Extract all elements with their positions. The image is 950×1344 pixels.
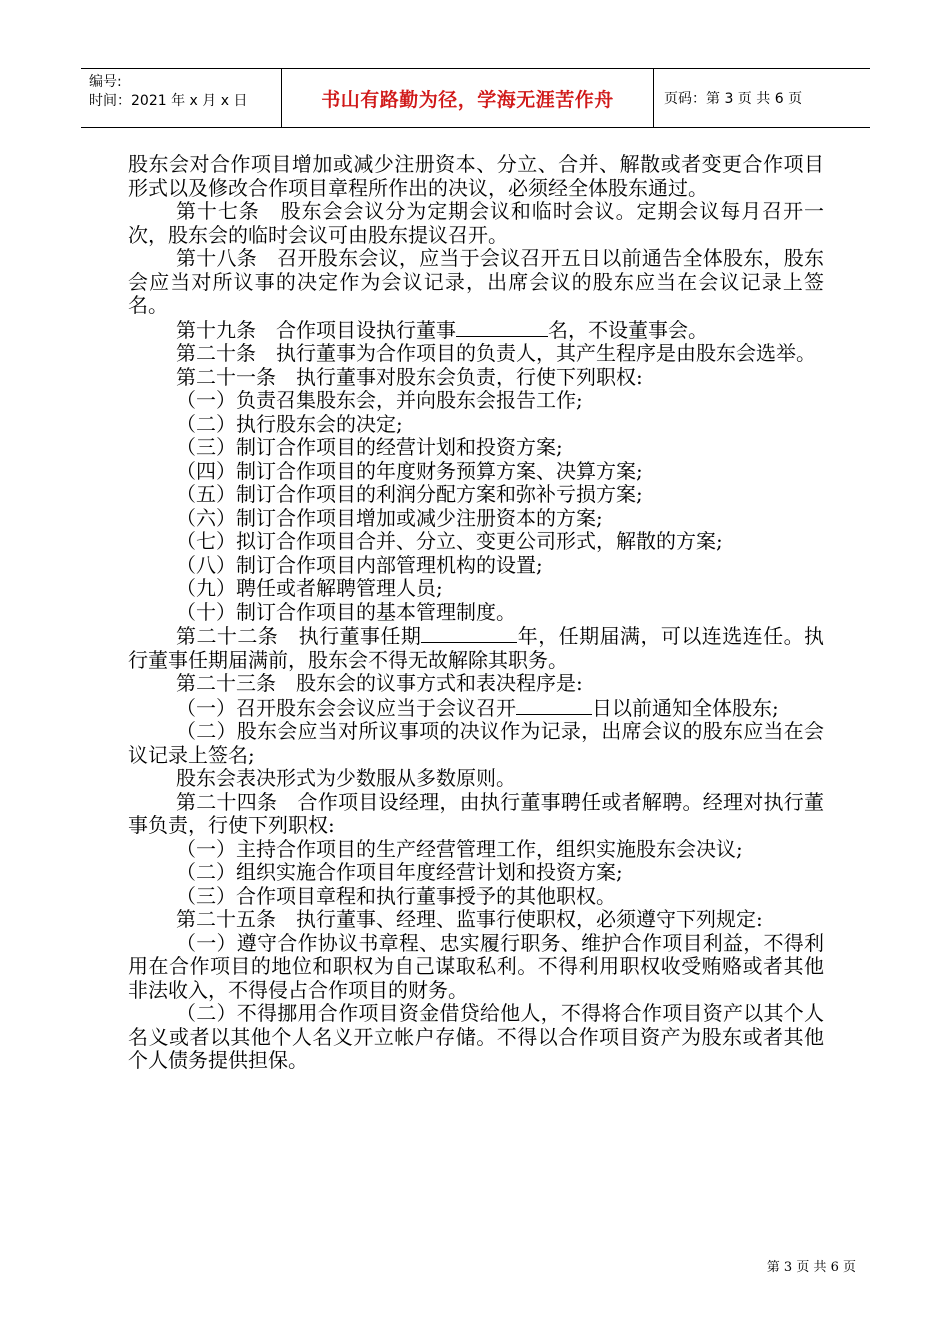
list-item: （一）负责召集股东会，并向股东会报告工作; <box>176 388 583 412</box>
article-23-item-1-text-b: 日以前通知全体股东; <box>592 695 779 720</box>
document-date-label: 时间：2021 年 x 月 x 日 <box>89 93 248 109</box>
list-item: （三）合作项目章程和执行董事授予的其他职权。 <box>176 883 616 908</box>
article-18: 第十八条 召开股东会议，应当于会议召开五日以前通告全体股东，股东会应当对所议事的决定作为会议记录，出席会议的股东应当在会议记录上签名。 <box>128 246 824 317</box>
article-19 <box>128 318 824 343</box>
article-23-voting-rule: 股东会表决形式为少数服从多数原则。 <box>176 766 516 790</box>
list-item: （三）制订合作项目的经营计划和投资方案; <box>176 435 563 459</box>
list-item: （十）制订合作项目的基本管理制度。 <box>176 599 516 624</box>
article-17: 第十七条 股东会会议分为定期会议和临时会议。定期会议每月召开一次，股东会的临时会议可由股东提议召开。 <box>128 199 824 247</box>
list-item: （八）制订合作项目内部管理机构的设置; <box>176 552 543 577</box>
list-item: （六）制订合作项目增加或减少注册资本的方案; <box>176 505 603 530</box>
document-body <box>128 153 824 1073</box>
paragraph-shareholder-resolution: 股东会对合作项目增加或减少注册资本、分立、合并、解散或者变更合作项目形式以及修改合作项目章程所作出的决议，必须经全体股东通过。 <box>128 152 824 200</box>
article-23-item-1 <box>128 696 824 721</box>
article-20: 第二十条 执行董事为合作项目的负责人，其产生程序是由股东会选举。 <box>176 341 816 365</box>
article-25: 第二十五条 执行董事、经理、监事行使职权，必须遵守下列规定: <box>176 907 763 931</box>
article-19-text-b: 名，不设董事会。 <box>548 317 708 342</box>
list-item: （二）组织实施合作项目年度经营计划和投资方案; <box>176 860 623 884</box>
article-23: 第二十三条 股东会的议事方式和表决程序是: <box>176 671 583 695</box>
article-25-item-2: （二）不得挪用合作项目资金借贷给他人，不得将合作项目资产以其个人名义或者以其他个人名义开立帐户存储。不得以合作项目资产为股东或者其他个人债务提供担保。 <box>128 1001 824 1072</box>
article-22 <box>128 624 824 672</box>
list-item: （四）制订合作项目的年度财务预算方案、决算方案; <box>176 458 643 483</box>
document-number-label: 编号: <box>89 74 122 90</box>
article-23-item-1-text-a: （一）召开股东会会议应当于会议召开 <box>176 695 516 720</box>
article-19-text-a: 第十九条 合作项目设执行董事 <box>176 317 456 342</box>
list-item: （二）执行股东会的决定; <box>176 411 403 436</box>
article-23-item-2: （二）股东会应当对所议事项的决议作为记录，出席会议的股东应当在会议记录上签名; <box>128 719 824 767</box>
list-item: （一）主持合作项目的生产经营管理工作，组织实施股东会决议; <box>176 836 743 861</box>
list-item: （五）制订合作项目的利润分配方案和弥补亏损方案; <box>176 482 643 506</box>
article-24: 第二十四条 合作项目设经理，由执行董事聘任或者解聘。经理对执行董事负责，行使下列职权: <box>128 789 824 837</box>
header-page-number: 页码：第 3 页 共 6 页 <box>664 91 803 107</box>
article-21: 第二十一条 执行董事对股东会负责，行使下列职权: <box>176 364 643 389</box>
list-item: （七）拟订合作项目合并、分立、变更公司形式，解散的方案; <box>176 529 723 553</box>
article-25-item-1: （一）遵守合作协议书章程、忠实履行职务、维护合作项目利益，不得利用在合作项目的地位和职权为自己谋取私利。不得利用职权收受贿赂或者其他非法收入，不得侵占合作项目的财务。 <box>128 930 824 1002</box>
list-item: （九）聘任或者解聘管理人员; <box>176 576 443 600</box>
header-motto: 书山有路勤为径，学海无涯苦作舟 <box>281 69 654 127</box>
header-meta <box>81 69 281 127</box>
article-22-text-a: 第二十二条 执行董事任期 <box>176 624 422 648</box>
article-22-text-b: 年，任期届满，可以连选连任。执行董事任期届满前，股东会不得无故解除其职务。 <box>128 624 825 672</box>
fill-in-blank <box>421 624 517 643</box>
page-footer-number: 第 3 页 共 6 页 <box>766 1260 856 1275</box>
fill-in-blank <box>516 696 592 715</box>
fill-in-blank <box>456 318 548 337</box>
page-header <box>81 68 870 128</box>
